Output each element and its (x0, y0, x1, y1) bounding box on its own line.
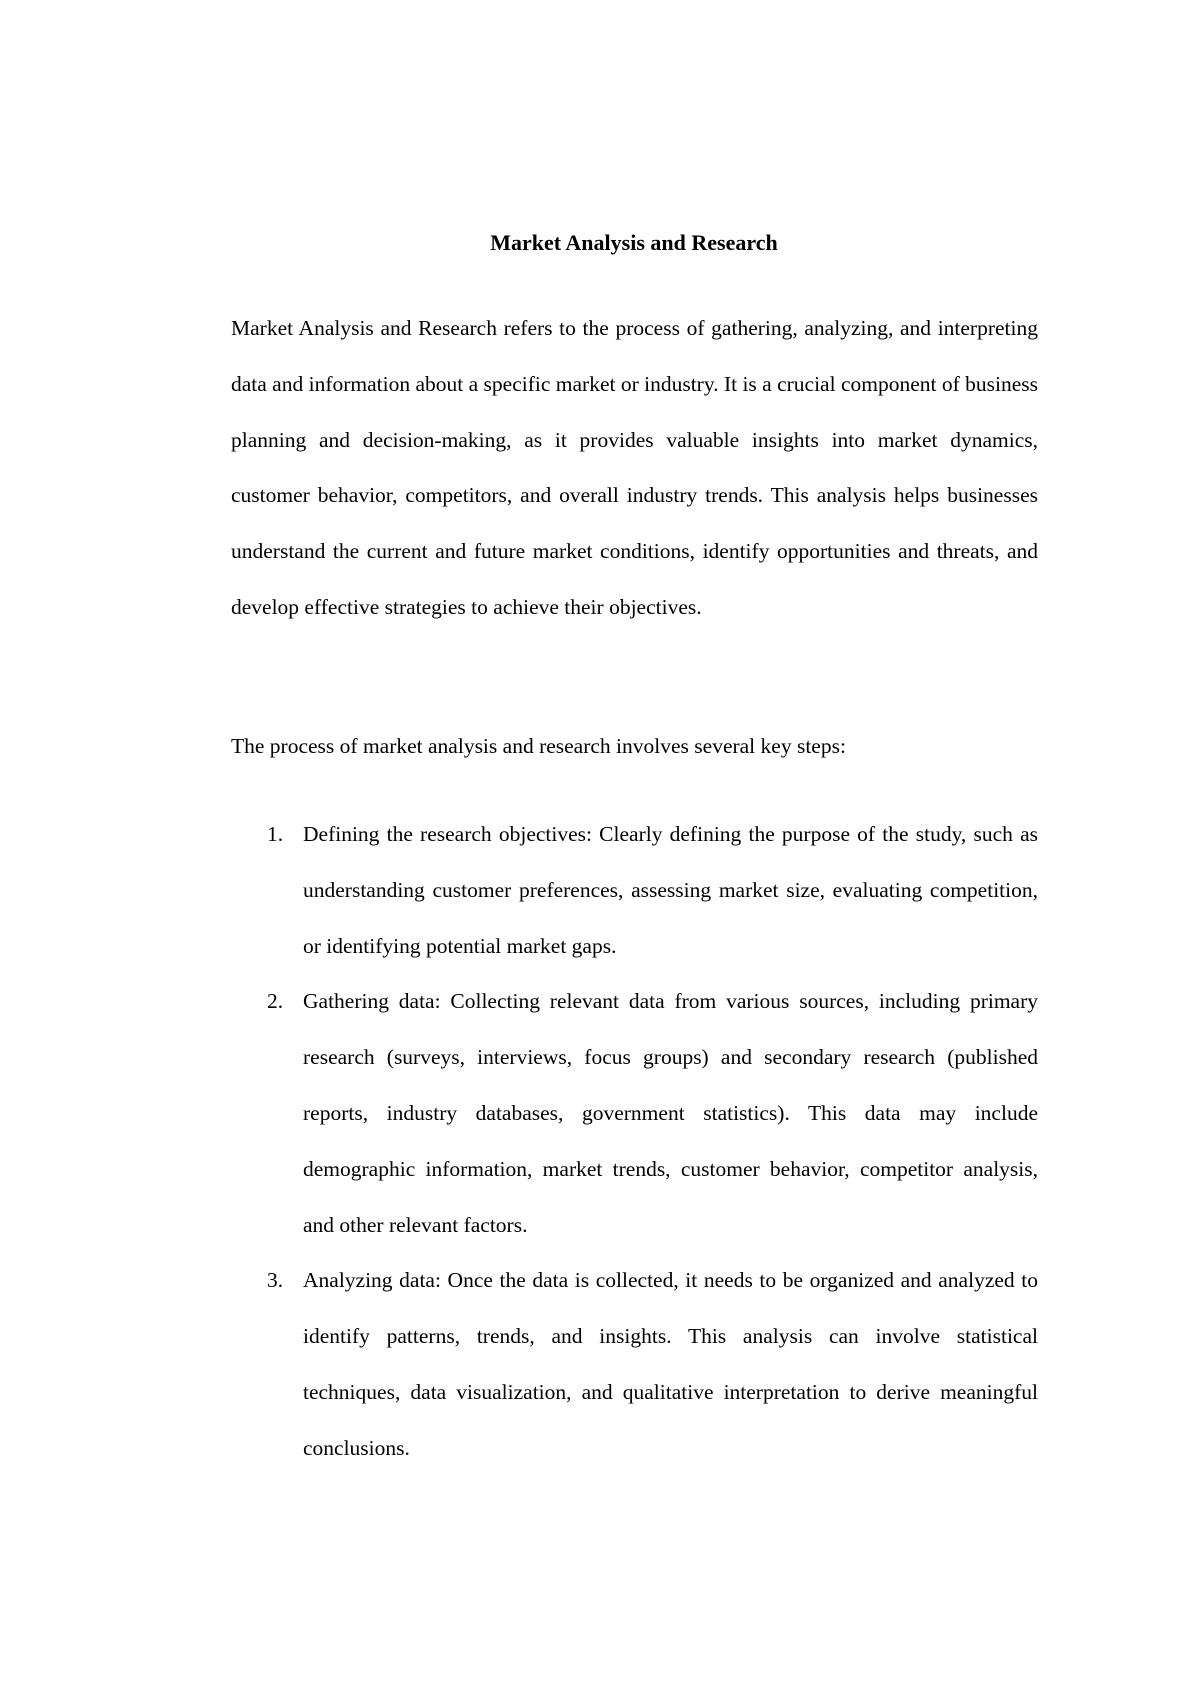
list-item-number: 2. (267, 989, 284, 1014)
list-item-text: Analyzing data: Once the data is collected, it needs to be organized and analyzed to identify patterns, trends, and insights. This analysis can involve statistical techniques, data visualization, and qualitative interpretation to derive meaningful conclusions. (303, 1268, 1038, 1460)
list-item-text: Defining the research objectives: Clearly defining the purpose of the study, such as understanding customer preferences, assessing market size, evaluating competition, or identifying potential market gaps. (303, 822, 1038, 958)
document-title: Market Analysis and Research (490, 230, 778, 255)
intro-paragraph: Market Analysis and Research refers to the process of gathering, analyzing, and interpreting data and information about a specific market or industry. It is a crucial component of business planning and decision-making, as it provides valuable insights into market dynamics, customer behavior, competitors, and overall industry trends. This analysis helps businesses understand the current and future market conditions, identify opportunities and threats, and develop effective strategies to achieve their objectives. (231, 316, 1039, 619)
list-item (231, 974, 1038, 1253)
list-item-number: 3. (267, 1268, 284, 1293)
list-item (231, 1253, 1038, 1476)
key-steps-list (231, 807, 1038, 1477)
list-item-text: Gathering data: Collecting relevant data from various sources, including primary research (surveys, interviews, focus groups) and secondary research (published reports, industry databases, government statistics). This data may include demographic information, market trends, customer behavior, competitor analysis, and other relevant factors. (303, 989, 1038, 1237)
list-item (231, 807, 1038, 974)
list-item-number: 1. (267, 822, 284, 846)
steps-intro-paragraph: The process of market analysis and research involves several key steps: (231, 734, 846, 758)
